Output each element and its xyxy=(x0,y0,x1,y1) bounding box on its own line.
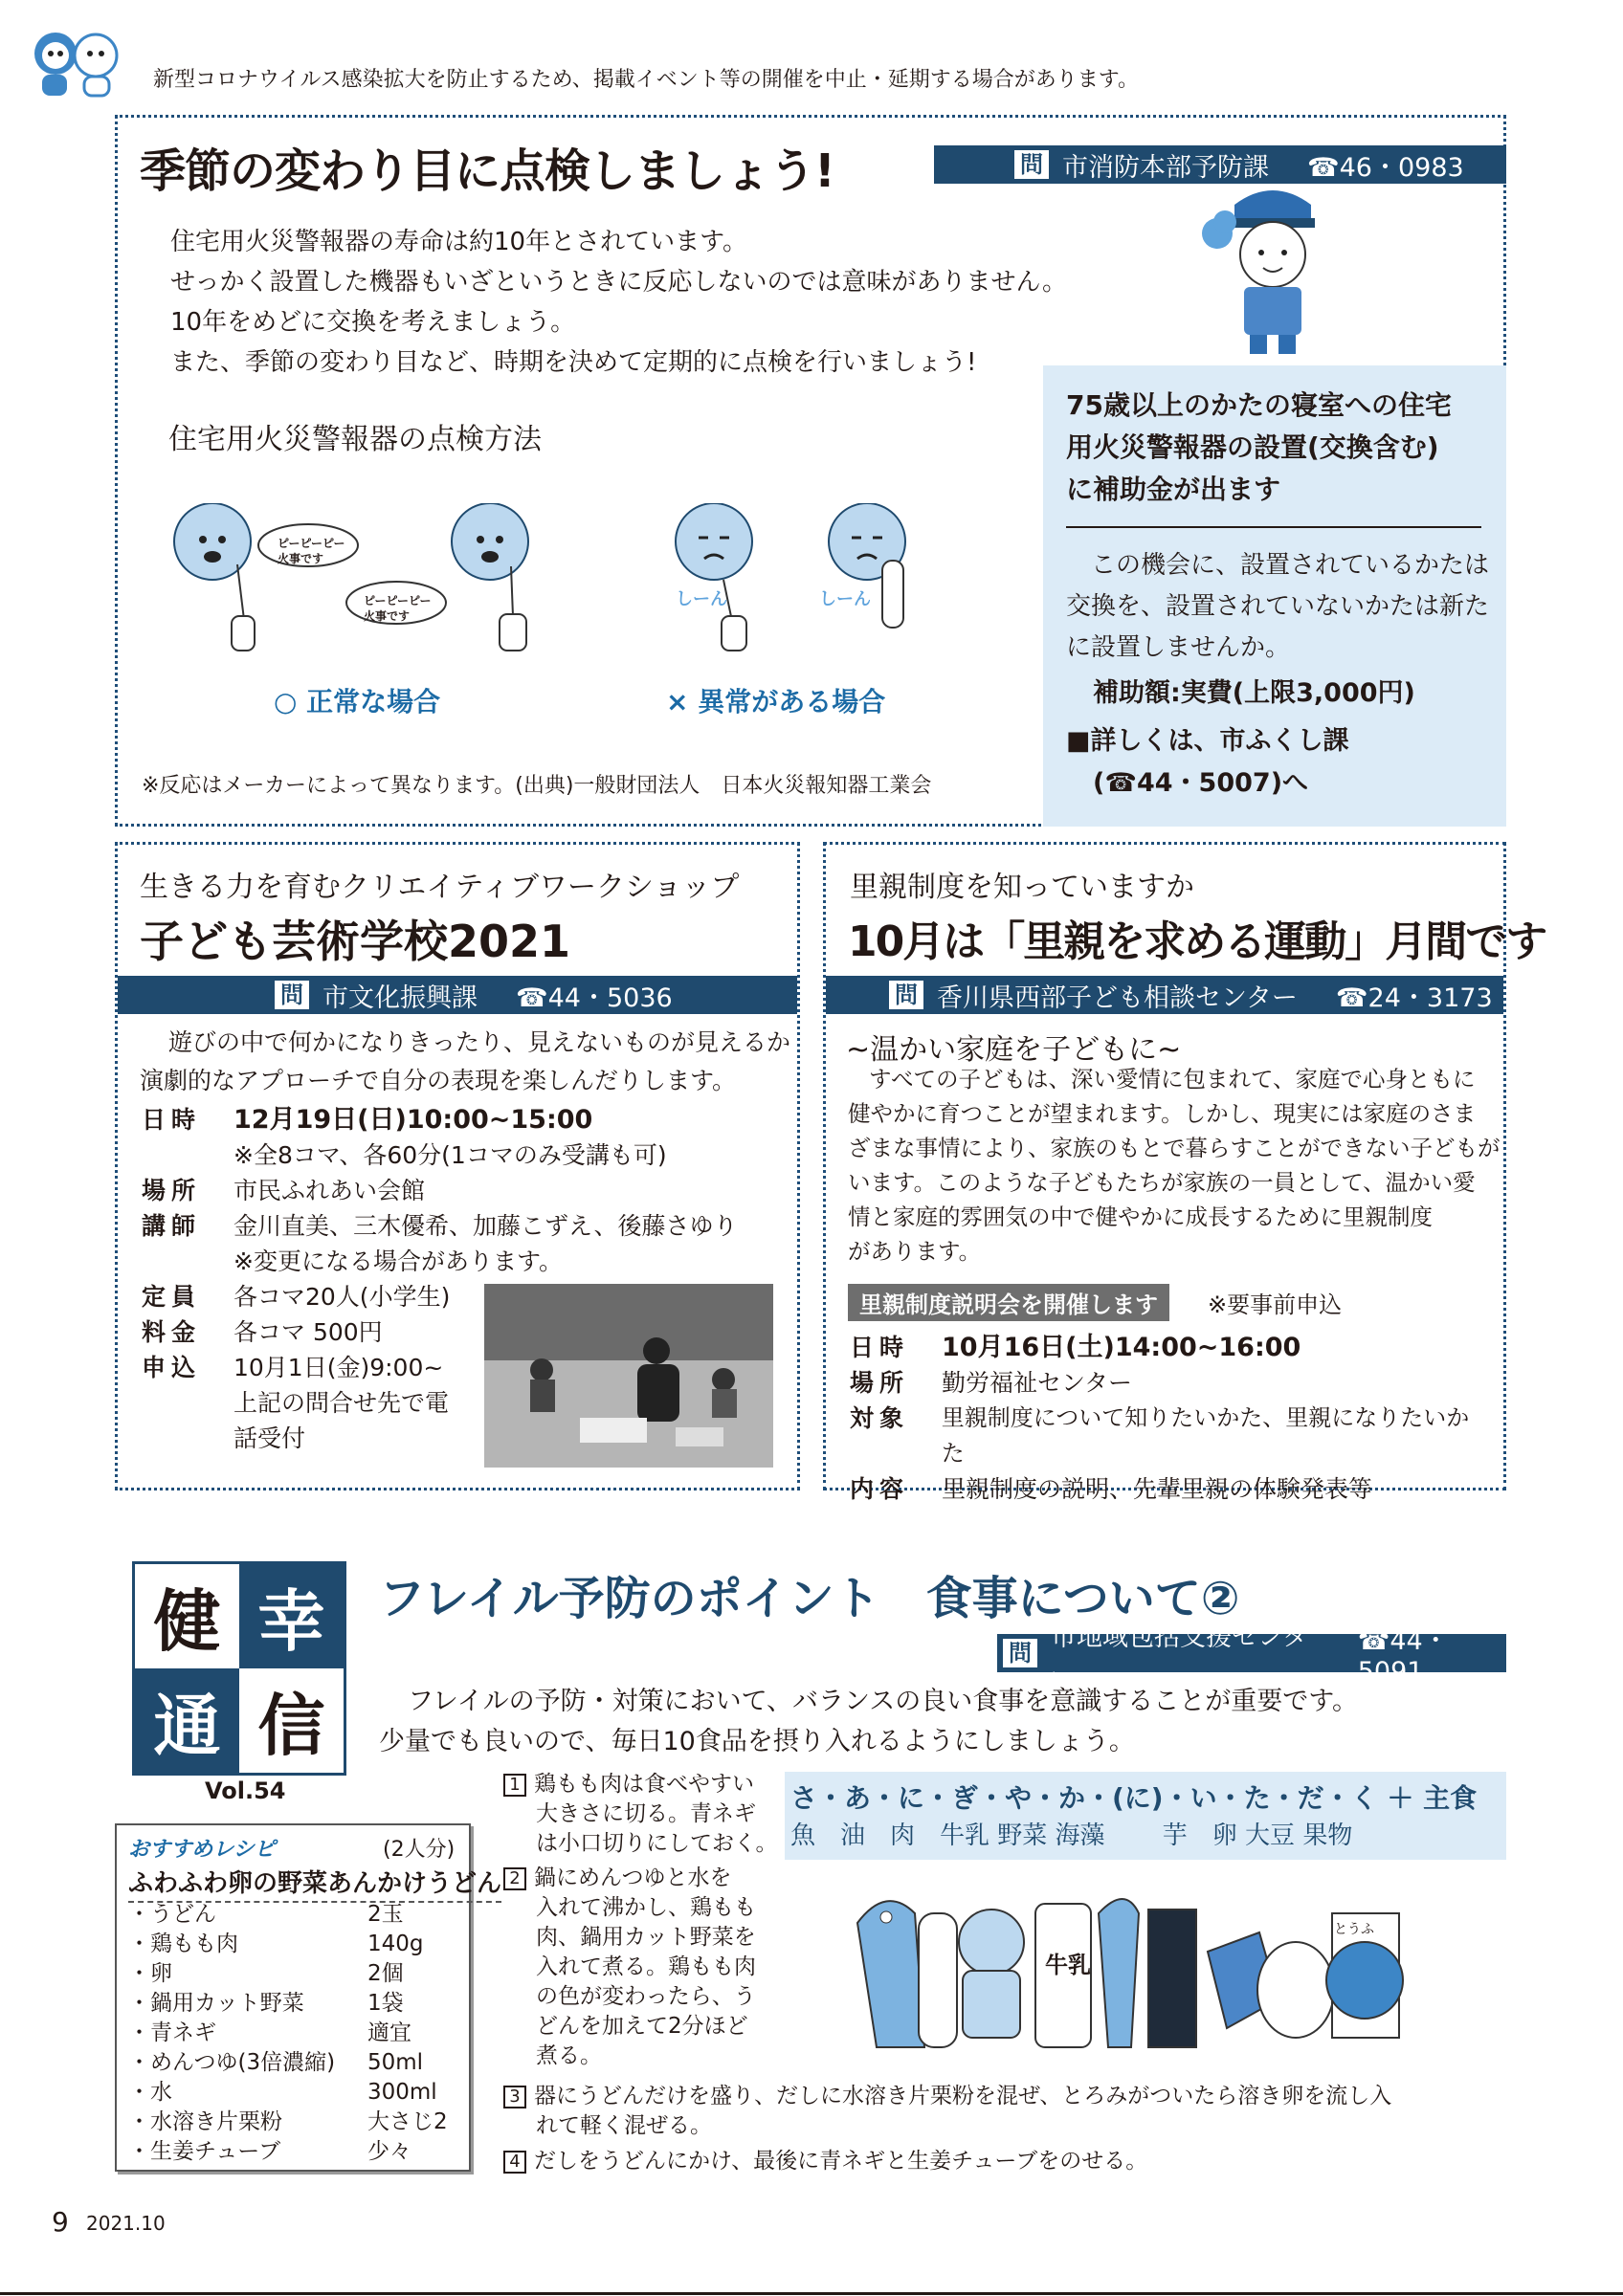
recipe-name: ふわふわ卵の野菜あんかけうどん xyxy=(128,1864,501,1903)
section1-title: 季節の変わり目に点検しましょう! xyxy=(140,144,834,198)
section3-contact: 香川県西部子ども相談センター xyxy=(937,982,1298,1013)
issue-date: 2021.10 xyxy=(86,2212,166,2235)
section4-body: フレイルの予防・対策において、バランスの良い食事を意識することが重要です。 少量でも良いので、毎日10食品を摂り入れるようにしましょう。 xyxy=(379,1687,1359,1756)
bubble-2: ピーピーピー 火事です xyxy=(364,594,432,623)
bottom-rule xyxy=(0,2292,1623,2295)
inquiry-badge: 問 xyxy=(1003,1639,1037,1667)
silent-2: しーん xyxy=(819,589,871,609)
page-number: 9 xyxy=(52,2206,69,2238)
foods-illustration xyxy=(848,1875,1422,2057)
section1-subtitle: 住宅用火災警報器の点検方法 xyxy=(168,423,542,456)
section2-body: 遊びの中で何かになりきったり、見えないものが見えるか 演劇的なアプローチで自分の表現を楽しんだりします。 xyxy=(140,1028,791,1094)
subsidy-detail: ■詳しくは、市ふくし課 xyxy=(1066,726,1349,756)
section3-details: 日時 10月16日(土)14:00~16:00 場所 勤労福祉センター 対象 里親制度について知りたいかた、里親になりたいかた 内容 里親制度の説明、先輩里親の体験発表等 xyxy=(850,1333,1470,1503)
detector-abnormal-illustration xyxy=(666,503,934,656)
abnormal-case-label: × 異常がある場合 xyxy=(666,686,886,718)
event-tag: 里親制度説明会を開催します xyxy=(848,1284,1169,1321)
section3-title: 10月は「里親を求める運動」月間です xyxy=(848,917,1546,966)
subsidy-divider xyxy=(1066,526,1481,528)
vol-label: Vol.54 xyxy=(205,1777,286,1804)
silent-1: しーん xyxy=(676,589,727,609)
subsidy-title: 75歳以上のかたの寝室への住宅 用火災警報器の設置(交換含む) に補助金が出ます xyxy=(1066,389,1452,505)
section3-pretitle: 里親制度を知っていますか xyxy=(850,871,1194,904)
section4-contact: 市地域包括支援センター xyxy=(1051,1623,1308,1689)
subsidy-detail-tel: (☎44・5007)へ xyxy=(1093,768,1309,798)
section2-contact-bar xyxy=(118,976,797,1014)
tofu-label: とうふ xyxy=(1334,1922,1374,1937)
inquiry-badge: 問 xyxy=(275,981,309,1009)
milk-label: 牛乳 xyxy=(1045,1952,1091,1978)
firefighter-illustration xyxy=(1196,176,1349,358)
event-note: ※要事前申込 xyxy=(1208,1292,1343,1318)
section4-tel: ☎44・5091 xyxy=(1357,1626,1449,1687)
recipe-head: おすすめレシピ xyxy=(128,1838,276,1862)
section4-contact-bar xyxy=(997,1623,1506,1689)
section4-title: フレイル予防のポイント 食事について② xyxy=(379,1572,1240,1625)
step-4: 4 だしをうどんにかけ、最後に青ネギと生姜チューブをのせる。 xyxy=(503,2147,1147,2176)
step-1: 1 鶏もも肉は食べやすい 大きさに切る。青ネギ は小口切りにしておく。 xyxy=(503,1770,778,1859)
bubble-1: ピーピーピー 火事です xyxy=(278,537,345,565)
section3-subtitle: ~温かい家庭を子どもに~ xyxy=(846,1033,1182,1067)
inquiry-badge: 問 xyxy=(889,981,923,1009)
workshop-photo xyxy=(484,1284,773,1468)
section1-tel: ☎46・0983 xyxy=(1307,152,1464,183)
subsidy-amount: 補助額:実費(上限3,000円) xyxy=(1093,678,1415,708)
recipe-serving: (2人分) xyxy=(383,1838,456,1862)
recipe-ingredients: ・うどん 2玉 ・鶏もも肉 140g ・卵 2個 ・鍋用カット野菜 1袋 ・青ネギ 適宜 ・めんつゆ(3倍濃縮) 50ml ・水 300ml ・水溶き片栗粉 大さじ2 ・生姜チューブ 少々 xyxy=(128,1902,448,2164)
section2-title: 子ども芸術学校2021 xyxy=(140,916,571,967)
section2-contact: 市文化振興課 xyxy=(322,982,478,1013)
section1-body: 住宅用火災警報器の寿命は約10年とされています。 せっかく設置した機器もいざというときに反応しないのでは意味がありません。 10年をめどに交換を考えましょう。 また、季節の変わり目など、時期を決めて定期的に点検を行いましょう! xyxy=(170,228,1068,377)
subsidy-body: この機会に、設置されているかたは 交換を、設置されていないかたは新た に設置しませんか。 xyxy=(1066,551,1490,662)
detector-normal-illustration xyxy=(168,503,551,656)
section3-tel: ☎24・3173 xyxy=(1335,982,1493,1013)
ten-foods-list: 魚 油 肉 牛乳 野菜 海藻 芋 卵 大豆 果物 xyxy=(790,1821,1353,1850)
section1-note: ※反応はメーカーによって異なります。(出典)一般財団法人 日本火災報知器工業会 xyxy=(142,774,932,798)
mascot-icon xyxy=(29,25,124,101)
ten-foods-mnemonic: さ・あ・に・ぎ・や・か・(に)・い・た・だ・く ＋ 主食 xyxy=(790,1782,1478,1814)
header-notice: 新型コロナウイルス感染拡大を防止するため、掲載イベント等の開催を中止・延期する場合があります。 xyxy=(153,68,1140,92)
inquiry-badge: 問 xyxy=(1014,150,1049,179)
normal-case-label: ○ 正常な場合 xyxy=(274,686,441,718)
section2-details: 日時 12月19日(日)10:00~15:00 ※全8コマ、各60分(1コマのみ受講も可) 場所 市民ふれあい会館 講師 金川直美、三木優希、加藤こずえ、後藤さゆり ※変更になる場合があります。 定員 各コマ20人(小学生) 料金 各コマ 500円 申込 10月1日(金)9:00~ 上記の問合せ先で電 話受付 xyxy=(142,1105,738,1452)
section3-body: すべての子どもは、深い愛情に包まれて、家庭で心身ともに 健やかに育つことが望まれます。しかし、現実には家庭のさま ざまな事情により、家族のもとで暮らすことができない子どもが います。このような子どもたちが家族の一員として、温かい愛 情と家庭的雰囲気の中で健やかに成長するために里親制度 があります。 xyxy=(848,1066,1501,1265)
step-2: 2 鍋にめんつゆと水を 入れて沸かし、鶏もも 肉、鍋用カット野菜を 入れて煮る。鶏もも肉 の色が変わったら、う どんを加えて2分ほど 煮る。 xyxy=(503,1864,756,2071)
section1-contact: 市消防本部予防課 xyxy=(1062,152,1269,183)
section3-contact-bar xyxy=(826,976,1503,1014)
step-3: 3 器にうどんだけを盛り、だしに水溶き片栗粉を混ぜ、とろみがついたら溶き卵を流し入 れて軽く混ぜる。 xyxy=(503,2082,1391,2141)
section2-pretitle: 生きる力を育むクリエイティブワークショップ xyxy=(140,871,740,904)
section2-tel: ☎44・5036 xyxy=(516,982,673,1013)
kenko-logo: 健 幸 通 信 xyxy=(132,1561,346,1776)
